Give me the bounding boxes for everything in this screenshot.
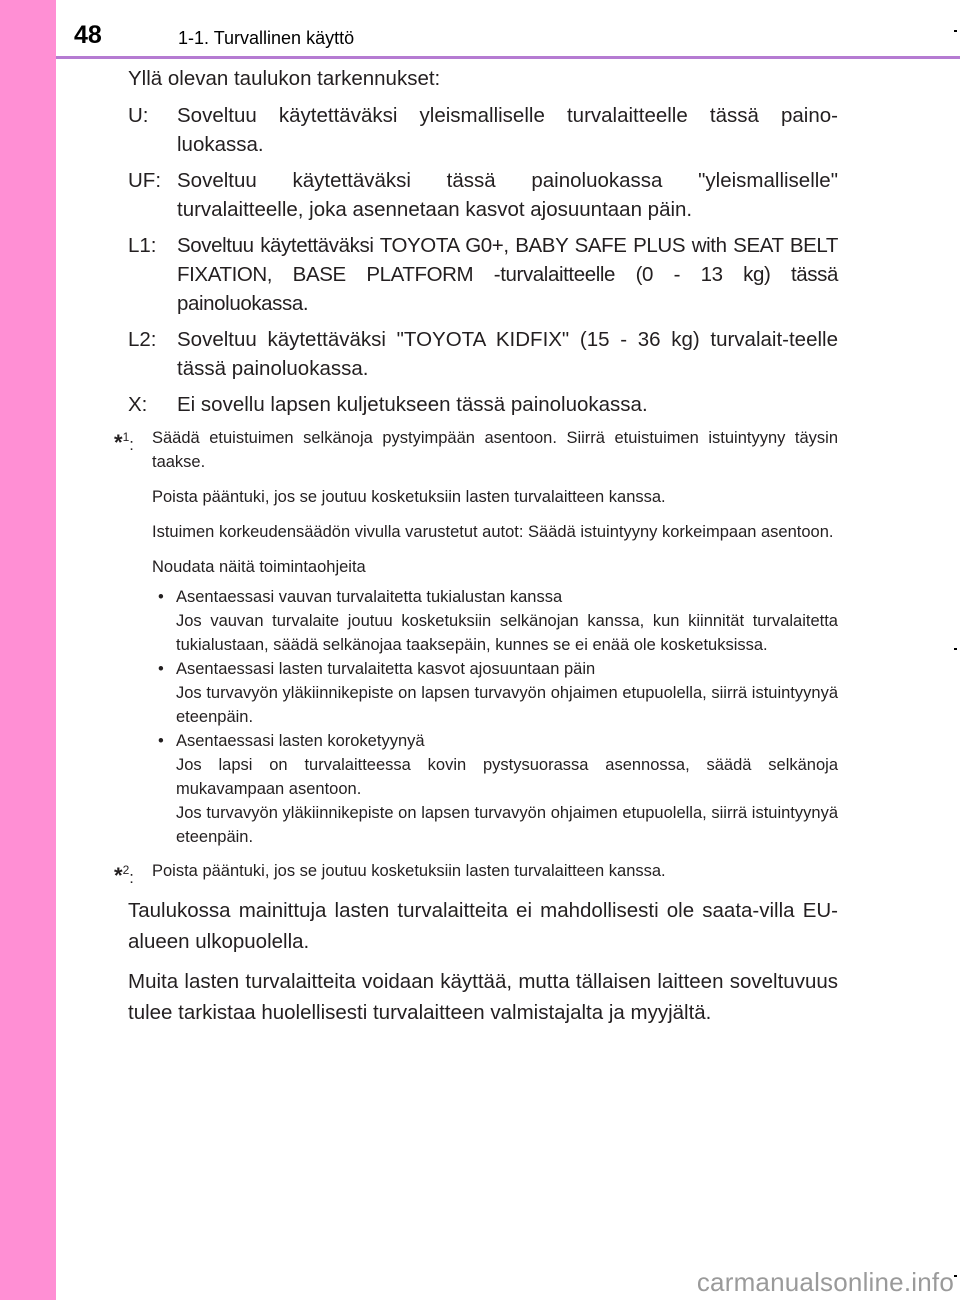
bullet-icon: • — [158, 732, 164, 750]
crop-mark — [954, 30, 957, 32]
section-title: 1-1. Turvallinen käyttö — [178, 28, 355, 48]
instruction-list — [152, 585, 838, 849]
footnote-1 — [114, 426, 838, 849]
list-item: • Asentaessasi lasten koroketyynyä Jos lapsi on turvalaitteessa kovin pystysuorassa asennossa, säädä selkänoja mukavampaan asentoon. Jos turvavyön yläkiinnikepiste on lapsen turvavyön ohjaimen etupuolella, siirrä istuintyynyä eteenpäin. — [152, 729, 838, 849]
footnote-paragraph: Poista pääntuki, jos se joutuu kosketuksiin lasten turvalaitteen kanssa. — [152, 862, 666, 880]
footnote-marker: *$^2$: — [114, 863, 134, 888]
crop-mark — [954, 1275, 957, 1277]
bullet-icon: • — [158, 588, 164, 606]
legend-text: Soveltuu käytettäväksi tässä painoluokassa "yleismalliselle" turvalaitteelle, joka asennetaan kasvot ajosuuntaan päin. — [177, 169, 838, 221]
legend-text: Soveltuu käytettäväksi yleismalliselle turvalaitteelle tässä paino-luokassa. — [177, 104, 838, 156]
legend-key: X: — [128, 393, 148, 416]
legend-text: Soveltuu käytettäväksi "TOYOTA KIDFIX" (15 - 36 kg) turvalait-teelle tässä painoluokassa. — [177, 328, 838, 380]
footnote-2 — [114, 859, 838, 888]
legend-key: UF: — [128, 169, 162, 192]
body-paragraph: Taulukossa mainittuja lasten turvalaitteita ei mahdollisesti ole saata-villa EU-alueen ulkopuolella. — [128, 899, 838, 953]
page-number: 48 — [56, 12, 118, 58]
footnote-paragraph: Istuimen korkeudensäädön vivulla varustetut autot: Säädä istuintyyny korkeimpaan asentoon. — [152, 523, 834, 541]
footnote-paragraph: Noudata näitä toimintaohjeita — [152, 558, 366, 576]
body-paragraph: Muita lasten turvalaitteita voidaan käyttää, mutta tällaisen laitteen soveltuvuus tulee tarkistaa huolellisesti turvalaitteen valmistajalta ja myyjältä. — [128, 970, 838, 1024]
list-item: • Asentaessasi lasten turvalaitetta kasvot ajosuuntaan päin Jos turvavyön yläkiinnikepiste on lapsen turvavyön ohjaimen etupuolella, siirrä istuintyynyä eteenpäin. — [152, 657, 838, 729]
legend-key: U: — [128, 104, 149, 127]
watermark: carmanualsonline.info — [696, 1267, 954, 1297]
legend-item — [128, 325, 838, 383]
body-text — [128, 895, 838, 1028]
legend-key: L1: — [128, 234, 157, 257]
legend-key: L2: — [128, 328, 157, 351]
legend-item — [128, 166, 838, 224]
list-item: • Asentaessasi vauvan turvalaitetta tukialustan kanssa Jos vauvan turvalaite joutuu kosketuksiin selkänojan kanssa, kun kiinnität turvalaitetta tukialustaan, säädä selkänojaa taaksepäin, kunnes se ei enää ole kosketuksissa. — [152, 585, 838, 657]
legend-item — [128, 231, 838, 318]
footnote-paragraph: Säädä etuistuimen selkänoja pystyimpään asentoon. Siirrä etuistuimen istuintyyny täysin taakse. — [152, 429, 838, 471]
legend-text: Ei sovellu lapsen kuljetukseen tässä painoluokassa. — [177, 393, 648, 416]
page-content — [114, 64, 838, 1037]
crop-mark — [954, 648, 957, 650]
intro-text: Yllä olevan taulukon tarkennukset: — [128, 67, 441, 90]
legend-item — [128, 390, 838, 419]
footnote-marker: *$^1$: — [114, 430, 134, 455]
footnote-paragraph: Poista pääntuki, jos se joutuu kosketuksiin lasten turvalaitteen kanssa. — [152, 488, 666, 506]
page-side-band — [0, 0, 56, 1300]
legend-text: Soveltuu käytettäväksi TOYOTA G0+, BABY SAFE PLUS with SEAT BELT FIXATION, BASE PLATFORM -turvalaitteelle (0 - 13 kg) tässä painoluokassa. — [177, 234, 838, 315]
legend-item — [128, 101, 838, 159]
bullet-icon: • — [158, 660, 164, 678]
header-rule — [56, 56, 960, 59]
